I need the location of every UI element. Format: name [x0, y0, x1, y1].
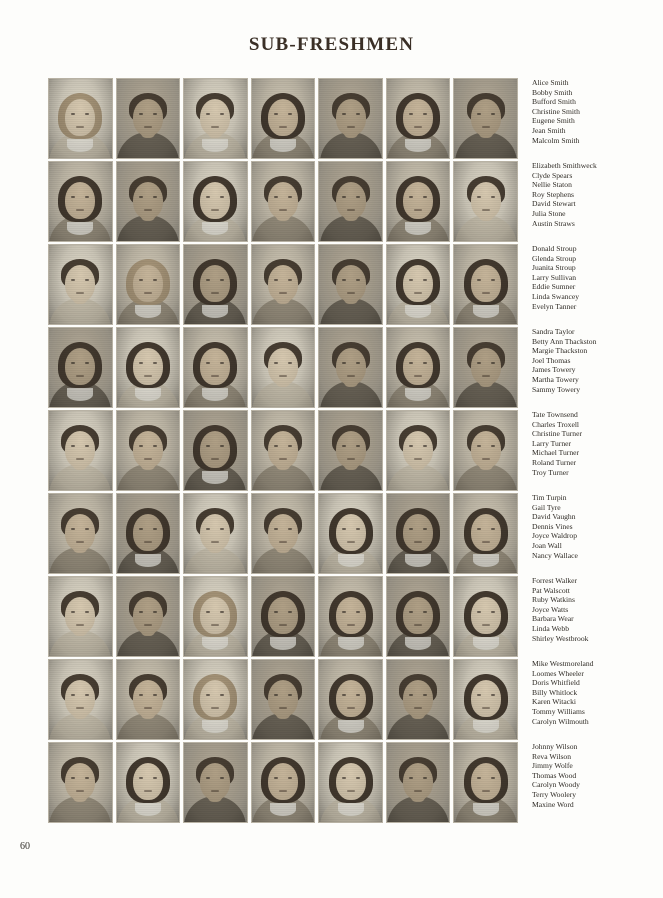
portrait-image: [454, 79, 517, 158]
student-name: David Stewart: [532, 199, 576, 209]
student-portrait: [386, 742, 451, 823]
student-portrait: [48, 659, 113, 740]
name-list-column: [532, 78, 652, 825]
student-name: Michael Turner: [532, 448, 580, 458]
name-group: [532, 78, 652, 161]
student-name: Loomes Wheeler: [532, 668, 584, 678]
student-portrait: [183, 576, 248, 657]
portrait-image: [454, 328, 517, 407]
portrait-row: [48, 659, 518, 738]
student-portrait: [318, 161, 383, 242]
student-portrait: [318, 576, 383, 657]
portrait-image: [252, 79, 315, 158]
portrait-image: [49, 328, 112, 407]
portrait-image: [184, 245, 247, 324]
portrait-image: [184, 79, 247, 158]
student-name: Elizabeth Smithweck: [532, 161, 597, 170]
name-group: [532, 410, 652, 493]
portrait-image: [117, 743, 180, 822]
student-portrait: [48, 493, 113, 574]
portrait-image: [49, 743, 112, 822]
student-name: Joan Wall: [532, 540, 562, 550]
student-portrait: [453, 161, 518, 242]
portrait-image: [319, 660, 382, 739]
student-name: Joyce Watts: [532, 604, 569, 614]
student-name: Jimmy Wolfe: [532, 761, 573, 771]
portrait-image: [387, 494, 450, 573]
student-portrait: [116, 493, 181, 574]
portrait-grid: [48, 78, 518, 825]
student-name: Terry Woolery: [532, 789, 577, 799]
portrait-image: [117, 328, 180, 407]
portrait-image: [252, 743, 315, 822]
portrait-image: [319, 162, 382, 241]
name-group: [532, 576, 652, 659]
student-portrait: [251, 327, 316, 408]
student-name: Carolyn Woody: [532, 780, 580, 790]
student-portrait: [183, 742, 248, 823]
student-name: Austin Straws: [532, 218, 575, 228]
portrait-image: [117, 245, 180, 324]
student-name: Reva Wilson: [532, 751, 571, 761]
student-name: Larry Turner: [532, 438, 572, 448]
student-portrait: [116, 742, 181, 823]
student-portrait: [453, 410, 518, 491]
portrait-image: [319, 743, 382, 822]
student-portrait: [116, 327, 181, 408]
student-name: Joyce Waldrop: [532, 531, 578, 541]
portrait-image: [49, 162, 112, 241]
student-name: Thomas Wood: [532, 770, 577, 780]
portrait-image: [49, 660, 112, 739]
student-portrait: [386, 78, 451, 159]
student-portrait: [48, 327, 113, 408]
student-portrait: [318, 244, 383, 325]
student-portrait: [386, 410, 451, 491]
portrait-image: [184, 743, 247, 822]
portrait-image: [252, 577, 315, 656]
portrait-row: [48, 161, 518, 240]
portrait-image: [184, 328, 247, 407]
portrait-image: [387, 660, 450, 739]
portrait-image: [454, 162, 517, 241]
student-name: Larry Sullivan: [532, 272, 577, 282]
student-name: Clyde Spears: [532, 170, 573, 180]
student-name: Shirley Westbrook: [532, 633, 589, 643]
student-name: Nellie Staton: [532, 180, 572, 190]
student-name: Evelyn Tanner: [532, 301, 577, 311]
student-portrait: [318, 659, 383, 740]
student-portrait: [116, 78, 181, 159]
portrait-image: [252, 245, 315, 324]
portrait-image: [454, 577, 517, 656]
student-portrait: [251, 161, 316, 242]
student-name: James Towery: [532, 365, 576, 375]
page-title: SUB-FRESHMEN: [248, 34, 415, 55]
student-portrait: [318, 410, 383, 491]
student-name: Barbara Wear: [532, 614, 574, 624]
student-name: Martha Towery: [532, 374, 579, 384]
student-portrait: [183, 327, 248, 408]
portrait-row: [48, 493, 518, 572]
portrait-image: [387, 328, 450, 407]
student-name: Forrest Walker: [532, 576, 578, 585]
portrait-image: [49, 494, 112, 573]
portrait-image: [387, 743, 450, 822]
portrait-image: [387, 577, 450, 656]
student-name: Christine Smith: [532, 106, 580, 116]
portrait-row: [48, 327, 518, 406]
student-name: Mike Westmoreland: [532, 659, 594, 668]
student-portrait: [386, 161, 451, 242]
name-group: [532, 327, 652, 410]
student-portrait: [251, 742, 316, 823]
student-name: Sandra Taylor: [532, 327, 575, 336]
student-portrait: [453, 327, 518, 408]
student-portrait: [251, 78, 316, 159]
student-name: Carolyn Wilmouth: [532, 716, 589, 726]
student-name: Julia Stone: [532, 208, 566, 218]
student-name: Dennis Vines: [532, 521, 573, 531]
student-portrait: [453, 742, 518, 823]
portrait-image: [252, 328, 315, 407]
portrait-image: [184, 660, 247, 739]
student-portrait: [183, 244, 248, 325]
portrait-image: [454, 743, 517, 822]
student-name: Roland Turner: [532, 457, 577, 467]
portrait-image: [49, 577, 112, 656]
student-portrait: [48, 410, 113, 491]
student-name: Eddie Sumner: [532, 282, 576, 292]
portrait-image: [117, 494, 180, 573]
student-portrait: [48, 576, 113, 657]
student-portrait: [318, 493, 383, 574]
portrait-image: [117, 660, 180, 739]
student-name: Tate Townsend: [532, 410, 578, 419]
portrait-image: [387, 411, 450, 490]
student-portrait: [183, 659, 248, 740]
student-name: Karen Witacki: [532, 697, 577, 707]
student-name: Joel Thomas: [532, 355, 571, 365]
student-portrait: [386, 244, 451, 325]
student-name: Nancy Wallace: [532, 550, 578, 560]
portrait-image: [49, 79, 112, 158]
name-group: [532, 742, 652, 825]
portrait-row: [48, 244, 518, 323]
student-portrait: [48, 742, 113, 823]
portrait-image: [117, 162, 180, 241]
student-portrait: [48, 161, 113, 242]
portrait-image: [49, 245, 112, 324]
student-portrait: [318, 327, 383, 408]
student-name: Linda Webb: [532, 623, 569, 633]
portrait-row: [48, 576, 518, 655]
student-name: Linda Swancey: [532, 291, 580, 301]
student-name: Jean Smith: [532, 125, 566, 135]
student-portrait: [453, 493, 518, 574]
portrait-image: [454, 411, 517, 490]
portrait-image: [319, 245, 382, 324]
portrait-image: [184, 411, 247, 490]
student-portrait: [386, 493, 451, 574]
portrait-image: [454, 245, 517, 324]
student-portrait: [183, 410, 248, 491]
portrait-image: [184, 162, 247, 241]
student-name: Betty Ann Thackston: [532, 336, 597, 346]
student-name: Donald Stroup: [532, 244, 577, 253]
portrait-image: [319, 494, 382, 573]
portrait-image: [252, 411, 315, 490]
student-portrait: [386, 659, 451, 740]
portrait-image: [252, 660, 315, 739]
portrait-image: [117, 79, 180, 158]
student-portrait: [48, 244, 113, 325]
student-portrait: [251, 576, 316, 657]
student-name: Gail Tyre: [532, 502, 561, 512]
name-group: [532, 244, 652, 327]
student-name: Troy Turner: [532, 467, 569, 477]
student-portrait: [183, 493, 248, 574]
student-name: Billy Whitlock: [532, 687, 578, 697]
name-group: [532, 161, 652, 244]
name-group: [532, 493, 652, 576]
student-name: Christine Turner: [532, 429, 582, 439]
student-portrait: [453, 576, 518, 657]
student-portrait: [116, 161, 181, 242]
portrait-image: [252, 494, 315, 573]
student-portrait: [386, 327, 451, 408]
portrait-image: [387, 79, 450, 158]
student-portrait: [251, 410, 316, 491]
student-name: Pat Walscott: [532, 585, 570, 595]
student-portrait: [116, 659, 181, 740]
student-name: Doris Whitfield: [532, 678, 580, 688]
student-name: Bobby Smith: [532, 87, 573, 97]
student-portrait: [116, 244, 181, 325]
name-group: [532, 659, 652, 742]
student-portrait: [453, 78, 518, 159]
student-name: Juanita Stroup: [532, 263, 576, 273]
student-portrait: [183, 161, 248, 242]
student-portrait: [386, 576, 451, 657]
portrait-image: [319, 577, 382, 656]
portrait-image: [184, 577, 247, 656]
portrait-image: [387, 162, 450, 241]
portrait-image: [117, 411, 180, 490]
portrait-image: [49, 411, 112, 490]
portrait-image: [319, 411, 382, 490]
student-name: Tim Turpin: [532, 493, 567, 502]
student-portrait: [453, 244, 518, 325]
student-name: Bufford Smith: [532, 97, 576, 107]
student-name: Ruby Watkins: [532, 595, 575, 605]
portrait-image: [454, 660, 517, 739]
portrait-row: [48, 78, 518, 157]
student-portrait: [183, 78, 248, 159]
student-name: Charles Troxell: [532, 419, 580, 429]
student-name: Roy Stephens: [532, 189, 574, 199]
portrait-image: [319, 328, 382, 407]
student-name: David Vaughn: [532, 512, 576, 522]
student-portrait: [318, 742, 383, 823]
page-number: 60: [20, 841, 30, 852]
student-name: Eugene Smith: [532, 116, 575, 126]
portrait-image: [319, 79, 382, 158]
student-portrait: [48, 78, 113, 159]
student-name: Maxine Word: [532, 799, 574, 809]
portrait-image: [454, 494, 517, 573]
student-name: Johnny Wilson: [532, 742, 578, 751]
portrait-image: [117, 577, 180, 656]
portrait-image: [184, 494, 247, 573]
student-portrait: [318, 78, 383, 159]
student-portrait: [116, 576, 181, 657]
portrait-row: [48, 410, 518, 489]
student-name: Margie Thackston: [532, 346, 588, 356]
student-portrait: [251, 244, 316, 325]
student-portrait: [453, 659, 518, 740]
portrait-image: [252, 162, 315, 241]
student-name: Tommy Williams: [532, 706, 585, 716]
portrait-image: [387, 245, 450, 324]
portrait-row: [48, 742, 518, 821]
student-portrait: [116, 410, 181, 491]
student-name: Alice Smith: [532, 78, 569, 87]
student-name: Glenda Stroup: [532, 253, 577, 263]
student-portrait: [251, 659, 316, 740]
student-name: Sammy Towery: [532, 384, 581, 394]
student-name: Malcolm Smith: [532, 135, 580, 145]
student-portrait: [251, 493, 316, 574]
